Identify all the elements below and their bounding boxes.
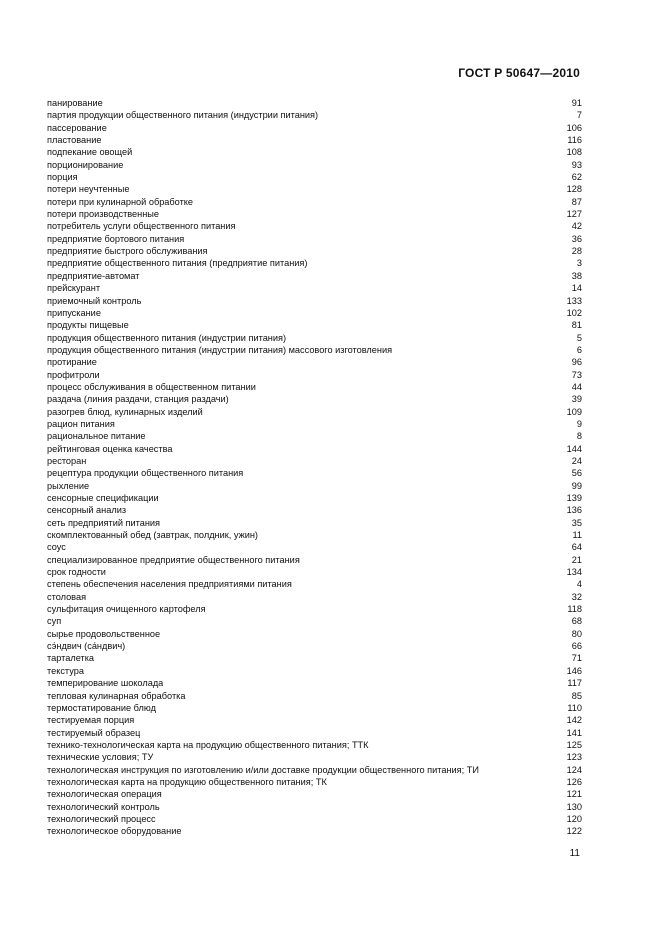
index-term: потери производственные xyxy=(47,209,160,220)
index-page-reference: 35 xyxy=(571,517,582,528)
index-term: рейтинговая оценка качества xyxy=(47,443,173,454)
index-page-reference: 116 xyxy=(567,135,582,146)
index-entry xyxy=(47,554,582,566)
index-entry xyxy=(47,270,582,282)
index-term: технологическое оборудование xyxy=(47,826,182,837)
index-page-reference: 134 xyxy=(566,567,582,578)
index-entry xyxy=(47,813,582,825)
index-entry xyxy=(47,109,582,121)
index-entry xyxy=(47,134,582,146)
index-entry xyxy=(47,517,582,529)
index-entry xyxy=(47,764,582,776)
index-page-reference: 36 xyxy=(571,233,582,244)
index-entry xyxy=(47,529,582,541)
index-term: ресторан xyxy=(47,455,87,466)
index-page-reference: 91 xyxy=(571,98,582,108)
index-page-reference: 118 xyxy=(567,604,582,615)
index-term: технологическая карта на продукцию общественного питания; ТК xyxy=(47,776,327,787)
index-page-reference: 122 xyxy=(566,826,582,837)
index-entry xyxy=(47,640,582,652)
index-term: процесс обслуживания в общественном питании xyxy=(47,381,256,392)
index-term: предприятие бортового питания xyxy=(47,233,185,244)
index-entry xyxy=(47,233,582,245)
index-entry xyxy=(47,628,582,640)
index-entry xyxy=(47,282,582,294)
index-page-reference: 99 xyxy=(571,480,582,491)
index-entry xyxy=(47,332,582,344)
index-term: степень обеспечения населения предприятиями питания xyxy=(47,579,292,590)
index-page-reference: 117 xyxy=(567,678,582,689)
index-entry xyxy=(47,714,582,726)
index-page-reference: 130 xyxy=(566,801,582,812)
index-page-reference: 32 xyxy=(571,591,582,602)
index-entry xyxy=(47,406,582,418)
index-entry xyxy=(47,220,582,232)
index-page-reference: 121 xyxy=(566,789,582,800)
index-page-reference: 42 xyxy=(571,221,582,232)
index-term: рациональное питание xyxy=(47,431,146,442)
index-page-reference: 56 xyxy=(571,468,582,479)
index-term: специализированное предприятие общественного питания xyxy=(47,554,300,565)
index-entry xyxy=(47,727,582,739)
index-term: пластование xyxy=(47,135,102,146)
index-term: рацион питания xyxy=(47,418,115,429)
index-entry xyxy=(47,344,582,356)
index-term: предприятие-автомат xyxy=(47,270,140,281)
index-term: разогрев блюд, кулинарных изделий xyxy=(47,406,203,417)
index-entry xyxy=(47,492,582,504)
index-page-reference: 7 xyxy=(576,110,582,121)
index-page-reference: 141 xyxy=(566,727,582,738)
index-term: столовая xyxy=(47,591,87,602)
index-term: приемочный контроль xyxy=(47,295,142,306)
index-page-reference: 80 xyxy=(571,628,582,639)
index-page-reference: 14 xyxy=(571,283,582,294)
index-term: панирование xyxy=(47,98,103,108)
index-page-reference: 64 xyxy=(571,542,582,553)
index-term: протирание xyxy=(47,357,97,368)
index-entry xyxy=(47,751,582,763)
index-page-reference: 125 xyxy=(566,739,582,750)
index-page-reference: 73 xyxy=(571,369,582,380)
page-number: 11 xyxy=(569,848,580,859)
index-entry xyxy=(47,159,582,171)
index-entry xyxy=(47,319,582,331)
index-page-reference: 142 xyxy=(566,715,582,726)
index-page-reference: 124 xyxy=(566,764,582,775)
index-page-reference: 146 xyxy=(566,665,582,676)
index-page-reference: 44 xyxy=(571,381,582,392)
index-entry xyxy=(47,171,582,183)
index-term: рецептура продукции общественного питания xyxy=(47,468,244,479)
index-page-reference: 123 xyxy=(566,752,582,763)
index-page-reference: 109 xyxy=(566,406,582,417)
index-page-reference: 3 xyxy=(576,258,582,269)
index-term: продукты пищевые xyxy=(47,320,129,331)
index-page-reference: 81 xyxy=(571,320,582,331)
index-entry xyxy=(47,504,582,516)
index-page-reference: 108 xyxy=(566,147,582,158)
index-term: припускание xyxy=(47,307,101,318)
index-entry xyxy=(47,591,582,603)
index-entry xyxy=(47,677,582,689)
index-term: скомплектованный обед (завтрак, полдник, ужин) xyxy=(47,530,258,541)
index-term: сеть предприятий питания xyxy=(47,517,161,528)
index-page-reference: 128 xyxy=(566,184,582,195)
index-page-reference: 139 xyxy=(566,493,582,503)
index-page-reference: 87 xyxy=(571,196,582,207)
index-page-reference: 21 xyxy=(571,554,582,565)
index-entry xyxy=(47,702,582,714)
index-page-reference: 9 xyxy=(576,418,582,429)
index-entry xyxy=(47,603,582,615)
index-page-reference: 102 xyxy=(566,307,582,318)
index-term: профитроли xyxy=(47,369,100,380)
index-entry xyxy=(47,381,582,393)
index-page-reference: 71 xyxy=(571,653,582,664)
index-page-reference: 144 xyxy=(566,443,582,454)
index-page-reference: 24 xyxy=(571,455,582,466)
index-page-reference: 96 xyxy=(571,357,582,368)
index-entry xyxy=(47,430,582,442)
index-term: рыхление xyxy=(47,480,90,491)
index-entry xyxy=(47,788,582,800)
index-entry xyxy=(47,146,582,158)
index-term: потери при кулинарной обработке xyxy=(47,196,194,207)
index-page-reference: 127 xyxy=(566,209,582,220)
index-term: предприятие быстрого обслуживания xyxy=(47,246,208,257)
index-term: срок годности xyxy=(47,567,106,578)
index-page-reference: 11 xyxy=(572,530,582,541)
index-page-reference: 68 xyxy=(571,616,582,627)
index-entry xyxy=(47,245,582,257)
index-term: темперирование шоколада xyxy=(47,678,164,689)
index-term: технологический контроль xyxy=(47,801,160,812)
index-term: партия продукции общественного питания (индустрии питания) xyxy=(47,110,319,121)
index-term: предприятие общественного питания (предприятие питания) xyxy=(47,258,308,269)
index-page-reference: 5 xyxy=(576,332,582,343)
index-entry xyxy=(47,578,582,590)
index-page-reference: 133 xyxy=(566,295,582,306)
index-entry xyxy=(47,183,582,195)
index-entry xyxy=(47,665,582,677)
document-header: ГОСТ Р 50647—2010 xyxy=(458,66,580,80)
index-term: технологическая операция xyxy=(47,789,162,800)
index-entry xyxy=(47,541,582,553)
index-term: продукция общественного питания (индустрии питания) xyxy=(47,332,287,343)
index-entry xyxy=(47,566,582,578)
index-entry xyxy=(47,776,582,788)
index-entry xyxy=(47,97,582,109)
index-term: сульфитация очищенного картофеля xyxy=(47,604,206,615)
index-term: тепловая кулинарная обработка xyxy=(47,690,186,701)
index-page-reference: 93 xyxy=(571,159,582,170)
index-term: тарталетка xyxy=(47,653,95,664)
index-term: тестируемая порция xyxy=(47,715,135,726)
index-term: текстура xyxy=(47,665,84,676)
index-entry xyxy=(47,418,582,430)
index-page-reference: 6 xyxy=(576,344,582,355)
index-entry xyxy=(47,356,582,368)
index-page-reference: 28 xyxy=(571,246,582,257)
index-term: технические условия; ТУ xyxy=(47,752,154,763)
index-page-reference: 136 xyxy=(566,505,582,516)
index-page-reference: 66 xyxy=(571,641,582,652)
index-term: технологическая инструкция по изготовлению и/или доставке продукции общественного питания; ТИ xyxy=(47,764,479,775)
index-entry xyxy=(47,208,582,220)
index-page-reference: 106 xyxy=(566,122,582,133)
index-entry xyxy=(47,307,582,319)
index-term: продукция общественного питания (индустрии питания) массового изготовления xyxy=(47,344,393,355)
index-entry xyxy=(47,825,582,837)
index-entry xyxy=(47,295,582,307)
index-term: суп xyxy=(47,616,62,627)
index-page-reference: 38 xyxy=(571,270,582,281)
index-term: сенсорные спецификации xyxy=(47,493,159,503)
index-term: тестируемый образец xyxy=(47,727,141,738)
index-page-reference: 126 xyxy=(566,776,582,787)
index-entry xyxy=(47,739,582,751)
index-entry xyxy=(47,122,582,134)
index-page-reference: 8 xyxy=(576,431,582,442)
index-page-reference: 110 xyxy=(567,702,582,713)
index-term: потери неучтенные xyxy=(47,184,130,195)
index-term: сырье продовольственное xyxy=(47,628,161,639)
index-term: технико-технологическая карта на продукцию общественного питания; ТТК xyxy=(47,739,369,750)
index-term: сэ́ндвич (са́ндвич) xyxy=(47,641,126,652)
index-entry xyxy=(47,369,582,381)
index-entry xyxy=(47,690,582,702)
index-entry xyxy=(47,615,582,627)
index-entry xyxy=(47,801,582,813)
index-entry xyxy=(47,196,582,208)
index-term: подпекание овощей xyxy=(47,147,133,158)
index-term: раздача (линия раздачи, станция раздачи) xyxy=(47,394,229,405)
index-term: технологический процесс xyxy=(47,813,156,824)
index-term: прейскурант xyxy=(47,283,101,294)
alphabetical-index xyxy=(47,97,582,838)
index-entry xyxy=(47,467,582,479)
index-page-reference: 85 xyxy=(571,690,582,701)
index-entry xyxy=(47,480,582,492)
index-page-reference: 120 xyxy=(566,813,582,824)
index-entry xyxy=(47,652,582,664)
index-entry xyxy=(47,443,582,455)
index-term: порция xyxy=(47,172,78,183)
index-term: соус xyxy=(47,542,66,553)
index-page-reference: 4 xyxy=(576,579,582,590)
index-entry xyxy=(47,455,582,467)
index-term: пассерование xyxy=(47,122,107,133)
index-entry xyxy=(47,393,582,405)
index-page-reference: 62 xyxy=(571,172,582,183)
index-page-reference: 39 xyxy=(571,394,582,405)
index-term: порционирование xyxy=(47,159,124,170)
index-term: потребитель услуги общественного питания xyxy=(47,221,236,232)
index-term: термостатирование блюд xyxy=(47,702,156,713)
index-term: сенсорный анализ xyxy=(47,505,127,516)
index-entry xyxy=(47,257,582,269)
